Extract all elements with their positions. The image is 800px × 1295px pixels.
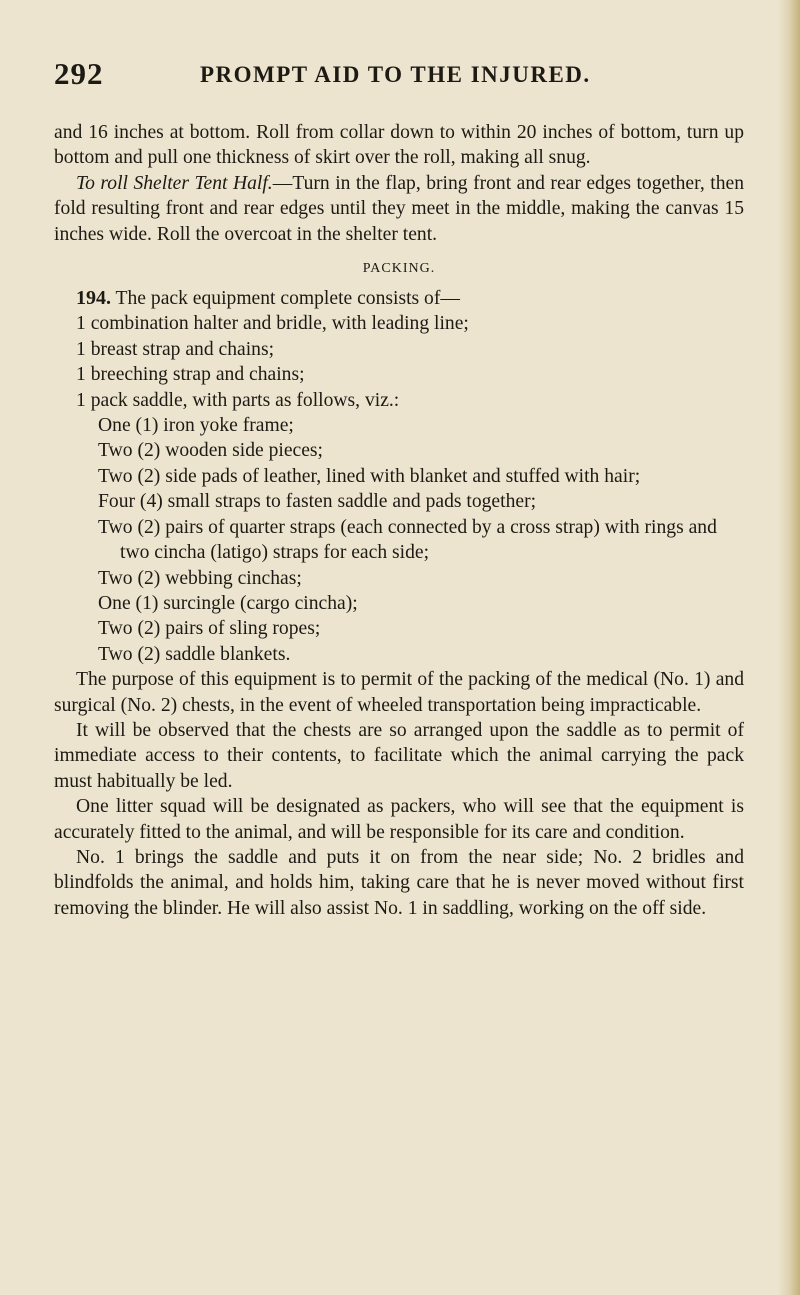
list-item: Two (2) webbing cinchas; xyxy=(98,567,302,589)
section-lead-text: The pack equipment complete consists of— xyxy=(111,288,460,310)
list-item: One (1) iron yoke frame; xyxy=(98,415,294,437)
list-item: 1 combination halter and bridle, with leading line; xyxy=(76,313,469,335)
body-text xyxy=(54,120,744,921)
intro-paragraph: and 16 inches at bottom. Roll from collar down to within 20 inches of bottom, turn up bottom and pull one thickness of skirt over the roll, making all snug. xyxy=(54,122,744,169)
list-item: Two (2) saddle blankets. xyxy=(98,643,291,665)
list-item: 1 breast strap and chains; xyxy=(76,338,275,360)
body-paragraph: It will be observed that the chests are so arranged upon the saddle as to permit of immediate access to their contents, to facilitate which the animal carrying the pack must habitually be led. xyxy=(54,719,744,792)
list-item: Two (2) side pads of leather, lined with blanket and stuffed with hair; xyxy=(98,465,641,487)
equipment-list xyxy=(54,311,744,413)
body-paragraph: No. 1 brings the saddle and puts it on from the near side; No. 2 bridles and blindfolds the animal, and holds him, taking care that he is never moved without first removing the blinder. He will also assist No. 1 in saddling, working on the off side. xyxy=(54,846,744,919)
body-paragraph: One litter squad will be designated as packers, who will see that the equipment is accurately fitted to the animal, and will be responsible for its care and condition. xyxy=(54,796,744,843)
section-lead xyxy=(54,286,744,311)
list-item: Two (2) pairs of quarter straps (each connected by a cross strap) with rings and two cincha (latigo) straps for each side; xyxy=(98,516,717,564)
book-page xyxy=(54,56,744,921)
list-item: 1 breeching strap and chains; xyxy=(76,364,305,386)
list-item: One (1) surcingle (cargo cincha); xyxy=(98,592,358,614)
list-item: Two (2) wooden side pieces; xyxy=(98,440,323,462)
running-head xyxy=(54,56,744,108)
body-paragraph: The purpose of this equipment is to permit of the packing of the medical (No. 1) and surgical (No. 2) chests, in the event of wheeled transportation being impracticable. xyxy=(54,669,744,716)
saddle-parts-list xyxy=(54,413,744,667)
paragraph-number: 194. xyxy=(76,287,111,310)
section-heading: PACKING. xyxy=(362,261,436,277)
list-item: 1 pack saddle, with parts as follows, viz.: xyxy=(76,389,400,411)
page-edge xyxy=(778,0,800,1295)
shelter-tent-paragraph xyxy=(54,171,744,247)
shelter-tent-title: To roll Shelter Tent Half. xyxy=(76,172,273,194)
shelter-tent-body: —Turn in the flap, bring front and rear edges together, then fold resulting front and rear edges until they meet in the middle, making the canvas 15 inches wide. Roll the overcoat in the shelter tent. xyxy=(54,172,744,245)
list-item: Four (4) small straps to fasten saddle and pads together; xyxy=(98,491,537,513)
list-item: Two (2) pairs of sling ropes; xyxy=(98,618,321,640)
running-title: PROMPT AID TO THE INJURED. xyxy=(200,62,591,87)
page-number: 292 xyxy=(54,56,104,91)
